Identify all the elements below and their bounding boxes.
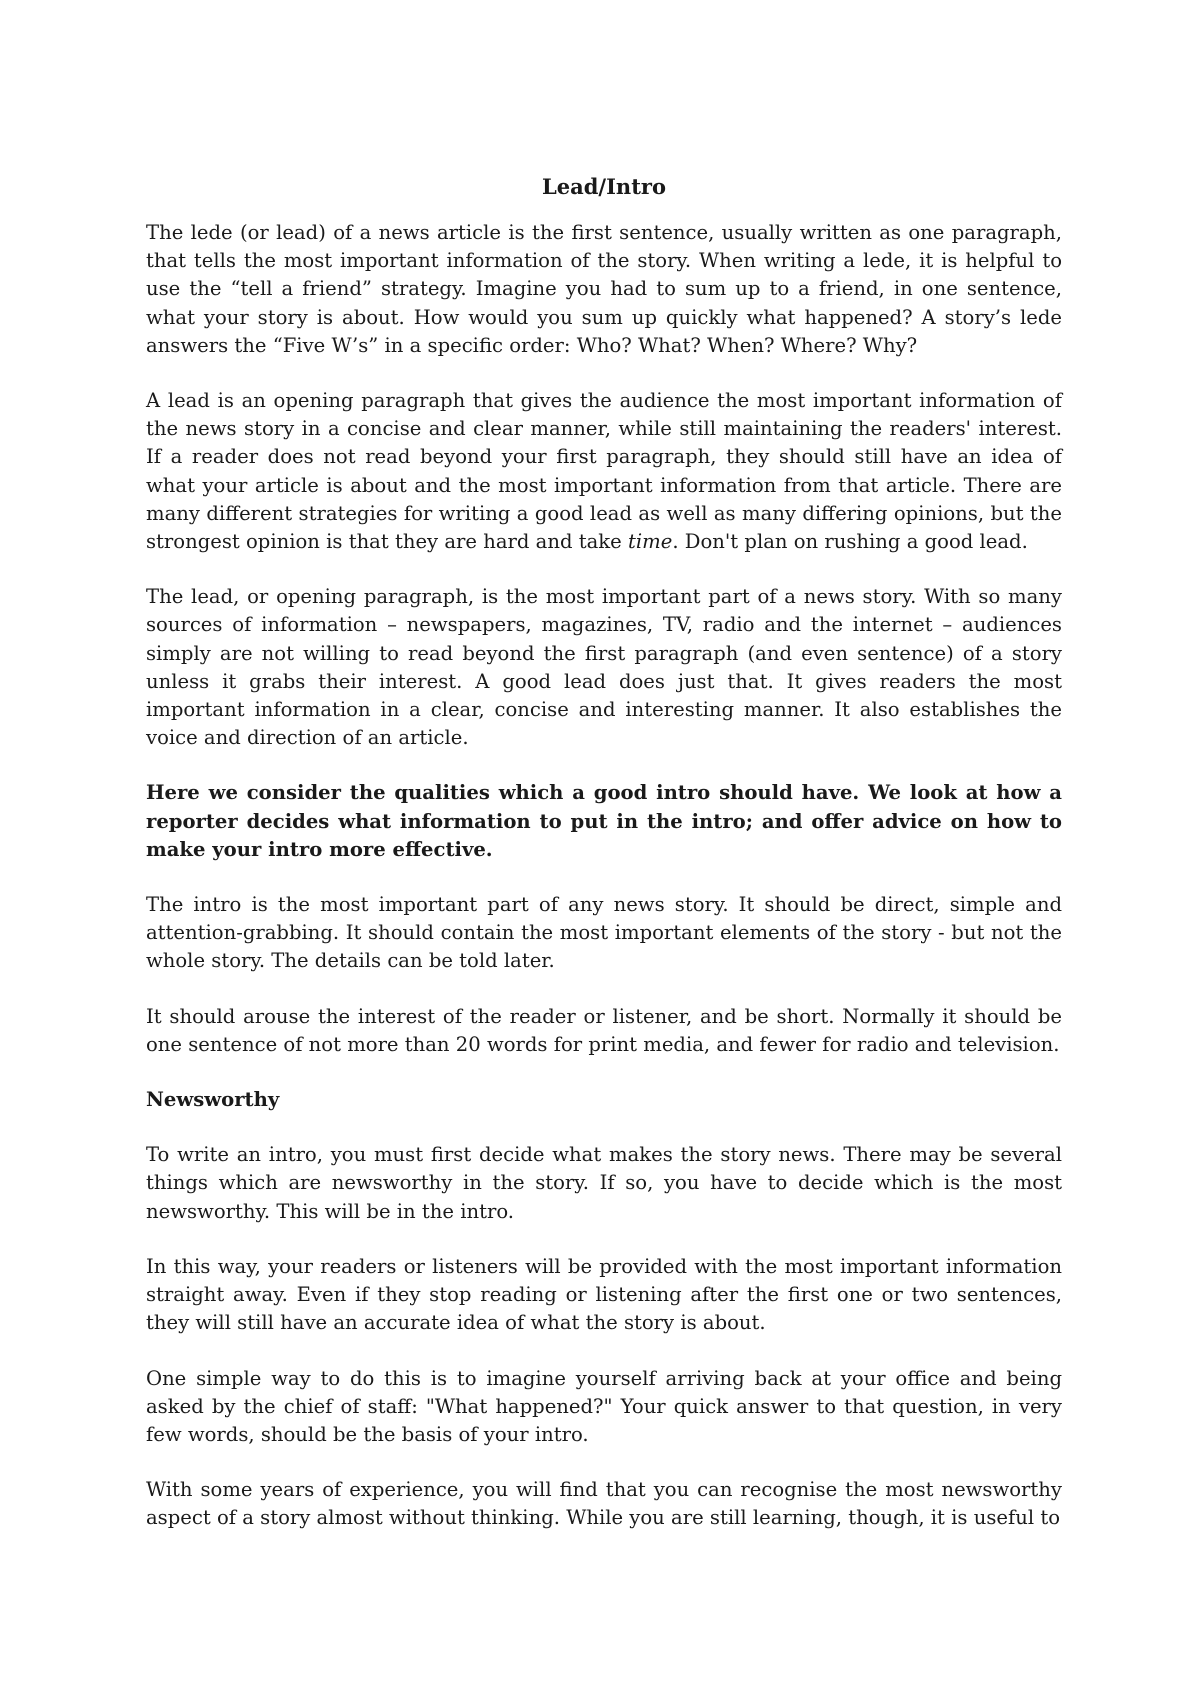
paragraph-chief-of-staff: One simple way to do this is to imagine yourself arriving back at your office and being asked by the chief of staff: "What happened?" Your quick answer to that question, in very few words, should be the basis of your intro. [146,1366,1062,1446]
paragraph-lead-importance: The lead, or opening paragraph, is the most important part of a news story. With so many sources of information – newspapers, magazines, TV, radio and the internet – audiences simply are not willing to read beyond the first paragraph (and even sentence) of a story unless it grabs their interest. A good lead does just that. It gives readers the most important information in a clear, concise and interesting manner. It also establishes the voice and direction of an article. [146,585,1062,750]
document-title: Lead/Intro [542,174,666,199]
document-body [146,172,1062,1560]
paragraph-readers-informed: In this way, your readers or listeners will be provided with the most important information straight away. Even if they stop reading or listening after the first one or two sentences, they will still have an accurate idea of what the story is about. [146,1254,1062,1335]
paragraph-lede-definition: The lede (or lead) of a news article is the first sentence, usually written as one paragraph, that tells the most important information of the story. When writing a lede, it is helpful to use the “tell a friend” strategy. Imagine you had to sum up to a friend, in one sentence, what your story is about. How would you sum up quickly what happened? A story’s lede answers the “Five W’s” in a specific order: Who? What? When? Where? Why? [146,221,1062,357]
paragraph-lead-opening-text: A lead is an opening paragraph that gives the audience the most important information of the news story in a concise and clear manner, while still maintaining the readers' interest. If a reader does not read beyond your first paragraph, they should still have an idea of what your article is about and the most important information from that article. There are many different strategies for writing a good lead as well as many differing opinions, but the strongest opinion is that they are hard and take [146,389,1062,554]
paragraph-intro-length: It should arouse the interest of the reader or listener, and be short. Normally it should be one sentence of not more than 20 words for print media, and fewer for radio and television. [146,1004,1062,1056]
heading-newsworthy: Newsworthy [146,1088,280,1112]
paragraph-qualities-intro: Here we consider the qualities which a good intro should have. We look at how a reporter decides what information to put in the intro; and offer advice on how to make your intro more effective. [146,781,1062,861]
emphasis-time: time [628,530,673,554]
paragraph-decide-news: To write an intro, you must first decide what makes the story news. There may be several things which are newsworthy in the story. If so, you have to decide which is the most newsworthy. This will be in the intro. [146,1143,1062,1223]
paragraph-lead-opening [146,387,1062,556]
paragraph-lead-opening-tail: . Don't plan on rushing a good lead. [672,530,1028,554]
paragraph-experience: With some years of experience, you will find that you can recognise the most newsworthy aspect of a story almost without thinking. While you are still learning, though, it is useful to [146,1478,1062,1530]
paragraph-intro-importance: The intro is the most important part of any news story. It should be direct, simple and attention-grabbing. It should contain the most important elements of the story - but not the whole story. The details can be told later. [146,893,1062,973]
